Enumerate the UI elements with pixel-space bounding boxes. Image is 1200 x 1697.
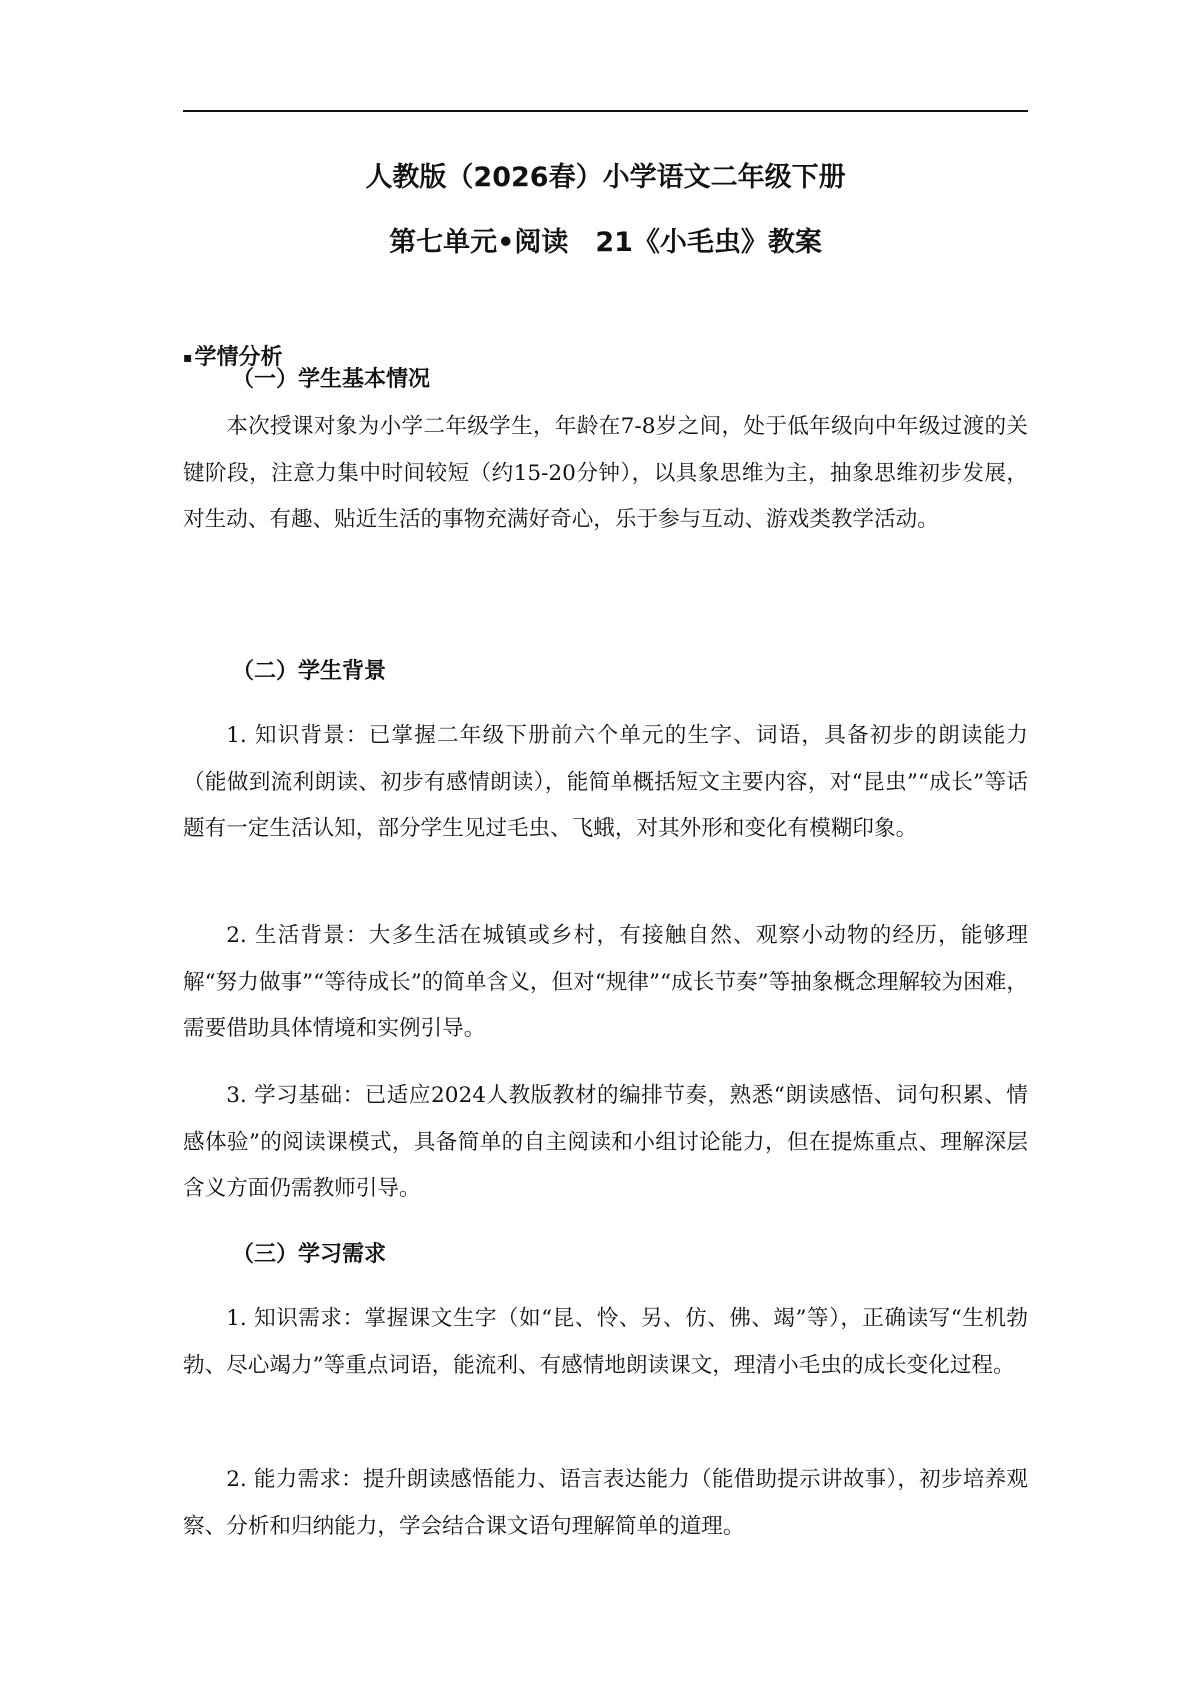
square-bullet-icon: ▪ [183, 350, 193, 366]
paragraph-learning-basis: 3. 学习基础：已适应2024人教版教材的编排节奏，熟悉“朗读感悟、词句积累、情感体验”的阅读课模式，具备简单的自主阅读和小组讨论能力，但在提炼重点、理解深层含义方面仍需教师引导。 [183, 1083, 1028, 1201]
document-title: 人教版（2026春）小学语文二年级下册 [365, 162, 846, 193]
paragraph-ability-needs: 2. 能力需求：提升朗读感悟能力、语言表达能力（能借助提示讲故事），初步培养观察、分析和归纳能力，学会结合课文语句理解简单的道理。 [183, 1467, 1028, 1539]
section-heading-text: 学情分析 [194, 345, 283, 370]
paragraph-knowledge-needs: 1. 知识需求：掌握课文生字（如“昆、怜、另、仿、佛、竭”等），正确读写“生机勃勃、尽心竭力”等重点词语，能流利、有感情地朗读课文，理清小毛虫的成长变化过程。 [183, 1306, 1028, 1378]
subsection-heading-1: （一）学生基本情况 [232, 367, 431, 392]
subsection-heading-3: （三）学习需求 [232, 1242, 387, 1267]
subsection-heading-2: （二）学生背景 [232, 659, 387, 684]
paragraph-life-background: 2. 生活背景：大多生活在城镇或乡村，有接触自然、观察小动物的经历，能够理解“努力做事”“等待成长”的简单含义，但对“规律”“成长节奏”等抽象概念理解较为困难，需要借助具体情境和实例引导。 [183, 923, 1028, 1041]
header-rule [183, 110, 1028, 112]
document-subtitle: 第七单元•阅读 21《小毛虫》教案 [389, 227, 822, 258]
paragraph-basic-situation: 本次授课对象为小学二年级学生，年龄在7-8岁之间，处于低年级向中年级过渡的关键阶段，注意力集中时间较短（约15-20分钟），以具象思维为主，抽象思维初步发展，对生动、有趣、贴近生活的事物充满好奇心，乐于参与互动、游戏类教学活动。 [183, 414, 1028, 532]
paragraph-knowledge-background: 1. 知识背景：已掌握二年级下册前六个单元的生字、词语，具备初步的朗读能力（能做到流利朗读、初步有感情朗读），能简单概括短文主要内容，对“昆虫”“成长”等话题有一定生活认知，部分学生见过毛虫、飞蛾，对其外形和变化有模糊印象。 [183, 723, 1028, 841]
